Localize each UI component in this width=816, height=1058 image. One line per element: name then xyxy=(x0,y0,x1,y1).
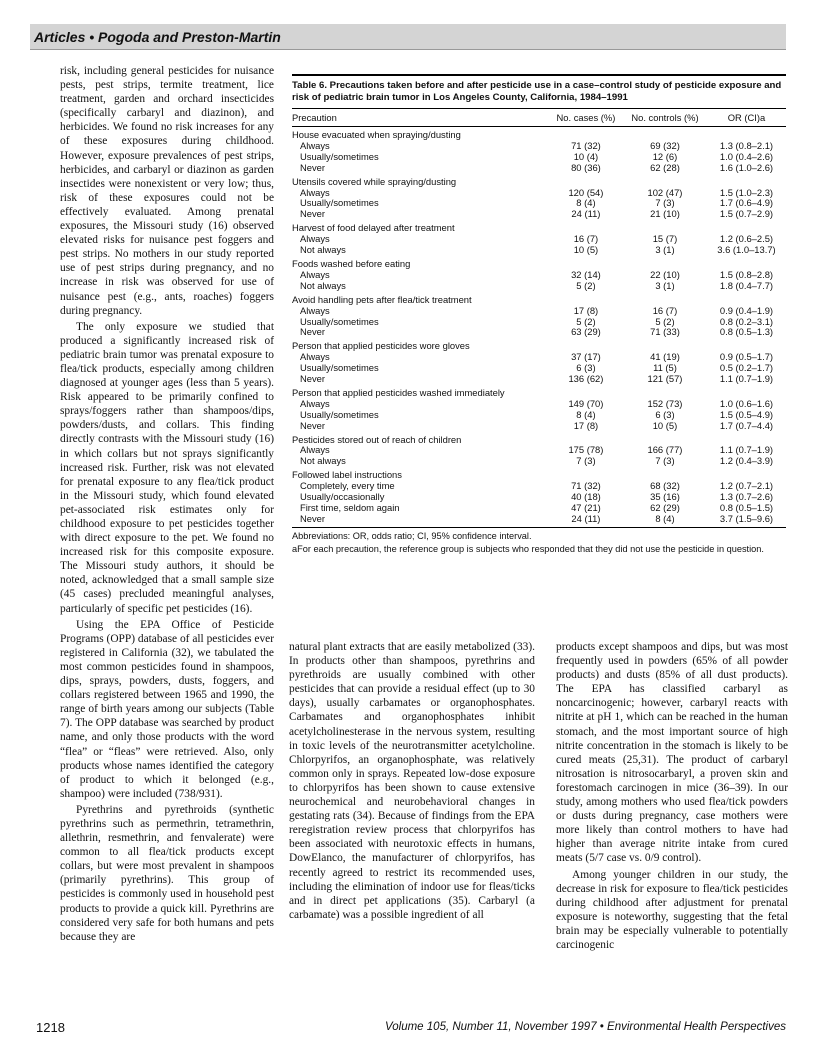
table-row xyxy=(292,327,786,338)
table-cell: 121 (57) xyxy=(647,373,683,385)
table-row xyxy=(292,503,786,514)
table-row xyxy=(292,152,786,163)
table-cell: 3.7 (1.5–9.6) xyxy=(707,514,786,527)
table-cell: 21 (10) xyxy=(650,208,680,220)
table-cell: 0.9 (0.4–1.9) xyxy=(719,304,774,316)
table-cell: 0.8 (0.5–1.5) xyxy=(719,502,774,513)
table-row xyxy=(292,234,786,245)
table-cell: 24 (11) xyxy=(549,514,623,527)
table-cell: First time, seldom again xyxy=(300,502,400,513)
table-cell: 8 (4) xyxy=(623,514,707,527)
table-row xyxy=(292,410,786,421)
table-cell: 17 (8) xyxy=(573,419,599,431)
table-cell: 0.8 (0.2–3.1) xyxy=(719,315,774,327)
table-cell: 3 (1) xyxy=(655,244,675,256)
paragraph: risk, including general pesticides for nuisance pests, pest strips, termite treatment, lice treatment, garden and orchard insecticides (specifically carbaryl and diazinon), and herbicides. We found no risk increases for any of these exposures during childhood. However, exposure prevalences of pest strips, herbicides, and carbaryl or diazinon as garden insectides were nonexistent or very low; thus, risk of these exposures could not be effectively evaluated. Among prenatal exposures, the Missouri study (16) observed elevated risks for nuisance pest foggers and pest strips. No mothers in our study reported use of pest strips during pregnancy, and no increase in risk was observed for use of nuisance pest (e.g., ants, roaches) foggers during pregnancy. xyxy=(60,65,274,317)
table-group-row xyxy=(292,256,786,270)
table-row xyxy=(292,374,786,385)
table-row xyxy=(292,270,786,281)
table-abbreviations: Abbreviations: OR, odds ratio; CI, 95% confidence interval. xyxy=(292,530,532,541)
table-cell: Completely, every time xyxy=(300,480,395,492)
precautions-table xyxy=(292,108,786,528)
table-cell: Always xyxy=(300,233,330,245)
running-header: Articles • Pogoda and Preston-Martin xyxy=(30,24,786,50)
table-cell: Usually/occasionally xyxy=(300,491,385,503)
table-cell: 166 (77) xyxy=(647,444,683,456)
table-cell: 32 (14) xyxy=(571,268,601,280)
paragraph: natural plant extracts that are easily metabolized (33). In products other than shampoos, pyrethrins and pyrethroids are usually combined with other pesticides that can provide a residual effect (up to 30 days), usually carbamates or organophosphates. Carbamates and organophosphates inhibit acetylcholinesterase in the nervous system, resulting in toxic levels of the neurotransmitter acetylcholine. Chlorpyrifos, an organophosphate, was relatively common only in sprays. Repeated low-dose exposure to chlorpyrifos has been shown to cause extensive neurochemical and neurobehavioral changes in gestating rats (34). Because of findings from the EPA reregistration review process that chlorpyrifos has been associated with neurotoxic effects in humans, DowElanco, the manufacturer of chlorpyrifos, has recently agreed to restrict its recommended uses, including the elimination of indoor use for fleas/ticks and in direct pet applications (35). Carbaryl (a carbamate) was a possible ingredient of all xyxy=(289,641,535,921)
table-cell: 11 (5) xyxy=(653,362,677,374)
table-cell: 1.5 (1.0–2.3) xyxy=(719,186,774,198)
table-row xyxy=(292,281,786,292)
table-cell: Always xyxy=(300,444,330,456)
table-cell: 7 (3) xyxy=(655,455,675,467)
table-group-row xyxy=(292,432,786,446)
table-cell: 7 (3) xyxy=(655,197,675,209)
table-header-row xyxy=(292,109,786,127)
table-cell: Always xyxy=(300,304,330,316)
body-column-left xyxy=(60,64,274,944)
table-cell: 1.5 (0.5–4.9) xyxy=(719,408,774,420)
table-cell: 62 (28) xyxy=(650,161,680,173)
col-header-cases: No. cases (%) xyxy=(549,109,623,127)
table-cell: Usually/sometimes xyxy=(300,362,379,374)
table-cell: 5 (2) xyxy=(576,315,596,327)
group-title: Person that applied pesticides wore gloves xyxy=(292,340,470,352)
table-cell: 0.8 (0.5–1.3) xyxy=(719,326,774,338)
table-cell: 10 (5) xyxy=(573,244,599,256)
table-cell: 1.1 (0.7–1.9) xyxy=(719,373,774,385)
table-cell: Never xyxy=(300,208,326,220)
table-cell: 1.6 (1.0–2.6) xyxy=(719,161,774,173)
table-cell: Usually/sometimes xyxy=(300,150,379,162)
table-row xyxy=(292,306,786,317)
table-cell: 80 (36) xyxy=(571,161,601,173)
table-cell: 68 (32) xyxy=(650,480,680,492)
table-cell: 71 (33) xyxy=(650,326,680,338)
table-cell: 8 (4) xyxy=(576,408,596,420)
table-6 xyxy=(292,74,786,557)
table-cell: 17 (8) xyxy=(573,304,599,316)
table-cell: 16 (7) xyxy=(573,233,599,245)
table-cell: 22 (10) xyxy=(650,268,680,280)
table-cell: Never xyxy=(300,326,326,338)
table-cell: 3 (1) xyxy=(655,279,675,291)
table-row xyxy=(292,317,786,328)
table-cell: 1.2 (0.4–3.9) xyxy=(719,455,774,467)
table-cell: 152 (73) xyxy=(647,397,683,409)
table-cell: 1.3 (0.8–2.1) xyxy=(719,139,774,151)
table-cell: Always xyxy=(300,139,330,151)
table-row xyxy=(292,456,786,467)
table-cell: 1.5 (0.8–2.8) xyxy=(719,268,774,280)
table-group-row xyxy=(292,220,786,234)
paragraph: Using the EPA Office of Pesticide Programs (OPP) database of all pesticides ever registered in California (32), we tabulated the most common pesticides found in shampoos, dips, sprays, powders, dusts, foggers, and collars registered between 1965 and 1990, the range of birth years among our subjects (Table 7). The OPP database was searched by product name, and only those products with the word “flea” or “fleas” were retrieved. Also, only products whose names identified the category of product to which it belonged (e.g., shampoo) were included (738/931). xyxy=(60,618,274,800)
table-cell: 40 (18) xyxy=(571,491,601,503)
table-cell: 1.2 (0.7–2.1) xyxy=(719,480,774,492)
table-cell: 3.6 (1.0–13.7) xyxy=(717,244,776,256)
table-cell: 102 (47) xyxy=(647,186,683,198)
group-title: Person that applied pesticides washed immediately xyxy=(292,386,505,398)
table-cell: 1.1 (0.7–1.9) xyxy=(719,444,774,456)
table-caption: Table 6. Precautions taken before and after pesticide use in a case–control study of pesticide exposure and risk of pediatric brain tumor in Los Angeles County, California, 1984–1991 xyxy=(292,74,786,104)
table-cell: 6 (3) xyxy=(655,408,675,420)
table-cell: 120 (54) xyxy=(568,186,604,198)
col-header-controls: No. controls (%) xyxy=(623,109,707,127)
table-group-row xyxy=(292,338,786,352)
body-column-middle xyxy=(289,640,535,922)
table-cell: 1.0 (0.4–2.6) xyxy=(719,150,774,162)
table-cell: Never xyxy=(300,373,326,385)
table-cell: 24 (11) xyxy=(571,208,601,220)
table-cell: 63 (29) xyxy=(571,326,601,338)
group-title: Avoid handling pets after flea/tick treatment xyxy=(292,293,472,305)
table-group-row xyxy=(292,174,786,188)
table-cell: 1.7 (0.7–4.4) xyxy=(719,419,774,431)
table-cell: 47 (21) xyxy=(571,502,601,513)
table-cell: 136 (62) xyxy=(568,373,604,385)
paragraph: products except shampoos and dips, but was most frequently used in powders (65% of all powder products) and dusts (85% of all dust products). The EPA has classified carbaryl as noncarcinogenic; however, carbaryl reacts with nitrite at pH 1, which can be reached in the human stomach, and the most important source of high nitrite concentration in the stomach is likely to be cured meats (25,31). The product of carbaryl nitrosation is nitrosocarbaryl, a proven skin and forestomach carcinogen in mice (36–39). In our study, among mothers who used flea/tick powders or dusts during pregnancy, case mothers were more likely than control mothers to have had higher than average nitrite intake from cured meats (5/7 case vs. 0/9 control). xyxy=(556,641,788,865)
table-cell: Never xyxy=(300,419,326,431)
table-cell: 35 (16) xyxy=(650,491,680,503)
table-cell: 71 (32) xyxy=(571,139,601,151)
table-row xyxy=(292,421,786,432)
table-cell: 8 (4) xyxy=(576,197,596,209)
table-cell: 1.3 (0.7–2.6) xyxy=(719,491,774,503)
table-cell: 1.2 (0.6–2.5) xyxy=(719,233,774,245)
table-cell: Usually/sometimes xyxy=(300,315,379,327)
paragraph: The only exposure we studied that produced a significantly increased risk of pediatric brain tumor was prenatal exposure to flea/tick products, especially among children diagnosed at younger ages (less than 5 years). Risk appeared to be primarily confined to sprays/foggers rather than shampoos/dips, powders/dusts, and collars. This finding directly contrasts with the Missouri study (16) in which collars but not sprays significantly increased risk. Further, risk was not elevated for prenatal exposure to any flea/tick product in the Missouri study, which found elevated pet-associated risk estimates only for childhood exposure to pet pesticides together with direct exposure to the pet. We found no increased risk for this composite exposure. The Missouri study authors, it should be noted, acknowledged that a small sample size (45 cases) precluded meaningful analyses, particularly of specific pet pesticides (16). xyxy=(60,320,274,615)
table-cell: Always xyxy=(300,397,330,409)
table-cell: 15 (7) xyxy=(652,233,678,245)
table-cell: 7 (3) xyxy=(576,455,596,467)
paragraph: Among younger children in our study, the decrease in risk for exposure to flea/tick pesticides during childhood after adjustment for prenatal exposure is noteworthy, suggesting that the fetal brain may be especially vulnerable to potentially carcinogenic xyxy=(556,868,788,951)
table-row xyxy=(292,514,786,527)
table-row xyxy=(292,245,786,256)
table-cell: 41 (19) xyxy=(650,351,680,363)
table-cell: 1.0 (0.6–1.6) xyxy=(719,397,774,409)
table-cell: Not always xyxy=(300,455,346,467)
table-cell: 6 (3) xyxy=(576,362,596,374)
table-row xyxy=(292,363,786,374)
table-cell: 149 (70) xyxy=(568,397,604,409)
table-cell: Never xyxy=(300,161,326,173)
col-header-precaution: Precaution xyxy=(292,109,549,127)
table-cell: 1.8 (0.4–7.7) xyxy=(719,279,774,291)
table-group-row xyxy=(292,127,786,141)
table-cell: 37 (17) xyxy=(571,351,601,363)
table-cell: 10 (5) xyxy=(652,419,678,431)
table-cell: Never xyxy=(292,514,549,527)
table-group-row xyxy=(292,385,786,399)
table-cell: Always xyxy=(300,351,330,363)
group-title: Pesticides stored out of reach of children xyxy=(292,433,462,445)
table-cell: Always xyxy=(300,186,330,198)
table-cell: 175 (78) xyxy=(568,444,604,456)
table-cell: Always xyxy=(300,268,330,280)
table-body xyxy=(292,127,786,528)
table-row xyxy=(292,198,786,209)
table-cell: Usually/sometimes xyxy=(300,408,379,420)
table-cell: 0.9 (0.5–1.7) xyxy=(719,351,774,363)
group-title: Utensils covered while spraying/dusting xyxy=(292,175,457,187)
table-cell: 69 (32) xyxy=(650,139,680,151)
group-title: Harvest of food delayed after treatment xyxy=(292,222,455,234)
table-group-row xyxy=(292,467,786,481)
table-cell: 71 (32) xyxy=(571,480,601,492)
table-group-row xyxy=(292,292,786,306)
table-cell: 0.5 (0.2–1.7) xyxy=(719,362,774,374)
table-row xyxy=(292,209,786,220)
table-cell: 1.7 (0.6–4.9) xyxy=(719,197,774,209)
group-title: Foods washed before eating xyxy=(292,257,411,269)
table-notes xyxy=(292,531,786,555)
body-column-right xyxy=(556,640,788,952)
page-number: 1218 xyxy=(36,1020,65,1035)
group-title: Followed label instructions xyxy=(292,469,402,481)
col-header-or: OR (CI)a xyxy=(707,109,786,127)
table-cell: 5 (2) xyxy=(576,279,596,291)
table-row xyxy=(292,445,786,456)
journal-footer: Volume 105, Number 11, November 1997 • Environmental Health Perspectives xyxy=(385,1021,786,1033)
table-row xyxy=(292,163,786,174)
table-cell: Not always xyxy=(300,244,346,256)
table-cell: 12 (6) xyxy=(652,150,678,162)
table-cell: 16 (7) xyxy=(652,304,678,316)
table-cell: Usually/sometimes xyxy=(300,197,379,209)
paragraph: Pyrethrins and pyrethroids (synthetic pyrethrins such as permethrin, tetramethrin, allethrin, resmethrin, and fenvalerate) were common to all flea/tick products except collars, but were most prevalent in shampoos (primarily pyrethrins). This group of pesticides is commonly used in household pest products to provide a quick kill. Pyrethrins are considered very safe for both humans and pets because they are xyxy=(60,803,274,943)
table-cell: 5 (2) xyxy=(655,315,675,327)
table-cell: 10 (4) xyxy=(573,150,599,162)
table-cell: 1.5 (0.7–2.9) xyxy=(719,208,774,220)
table-cell: 62 (29) xyxy=(650,502,680,513)
group-title: House evacuated when spraying/dusting xyxy=(292,129,461,140)
table-cell: Not always xyxy=(300,279,346,291)
table-footnote: aFor each precaution, the reference group is subjects who responded that they did not use the pesticide in question. xyxy=(292,543,764,554)
